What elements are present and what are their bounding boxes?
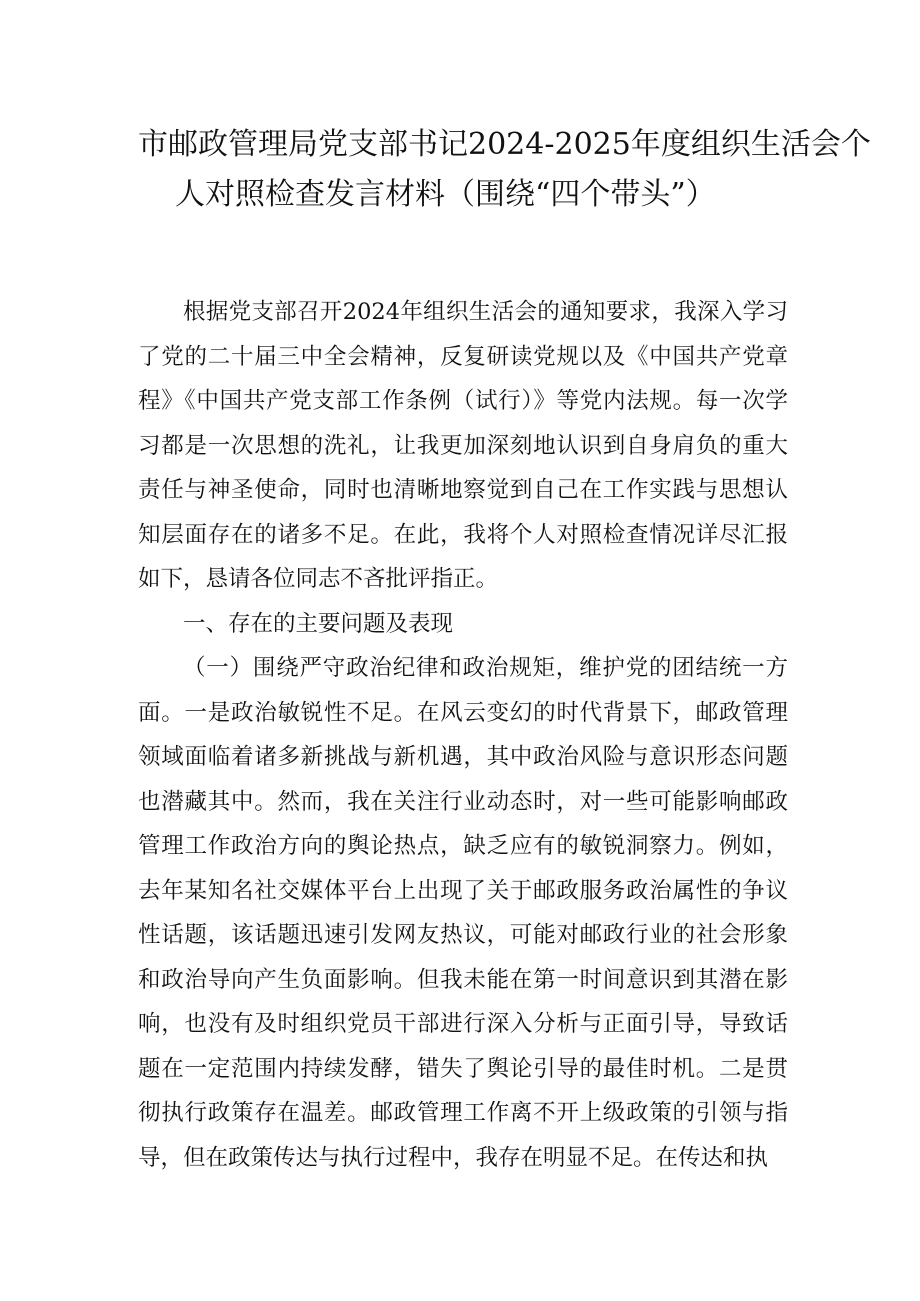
title-line-1: 市邮政管理局党支部书记2024-2025年度组织生活会个: [138, 127, 871, 162]
body-paragraph: （一）围绕严守政治纪律和政治规矩，维护党的团结统一方面。一是政治敏锐性不足。在风云变幻的时代背景下，邮政管理领域面临着诸多新挑战与新机遇，其中政治风险与意识形态问题也潜藏其中。然而，我在关注行业动态时，对一些可能影响邮政管理工作政治方向的舆论热点，缺乏应有的敏锐洞察力。例如，去年某知名社交媒体平台上出现了关于邮政服务政治属性的争议性话题，该话题迅速引发网友热议，可能对邮政行业的社会形象和政治导向产生负面影响。但我未能在第一时间意识到其潜在影响，也没有及时组织党员干部进行深入分析与正面引导，导致话题在一定范围内持续发酵，错失了舆论引导的最佳时机。二是贯彻执行政策存在温差。邮政管理工作离不开上级政策的引领与指导，但在政策传达与执行过程中，我存在明显不足。在传达和执: [138, 655, 788, 1171]
section-heading: 一、存在的主要问题及表现: [183, 610, 454, 637]
document-title: [110, 120, 871, 220]
document-body: [138, 290, 788, 1180]
title-line-2: 人对照检查发言材料（围绕“四个带头”）: [175, 177, 716, 212]
intro-paragraph: 根据党支部召开2024年组织生活会的通知要求，我深入学习了党的二十届三中全会精神，反复研读党规以及《中国共产党章程》《中国共产党支部工作条例（试行）》等党内法规。每一次学习都是一次思想的洗礼，让我更加深刻地认识到自身肩负的重大责任与神圣使命，同时也清晰地察觉到自己在工作实践与思想认知层面存在的诸多不足。在此，我将个人对照检查情况详尽汇报如下，恳请各位同志不吝批评指正。: [138, 299, 788, 592]
